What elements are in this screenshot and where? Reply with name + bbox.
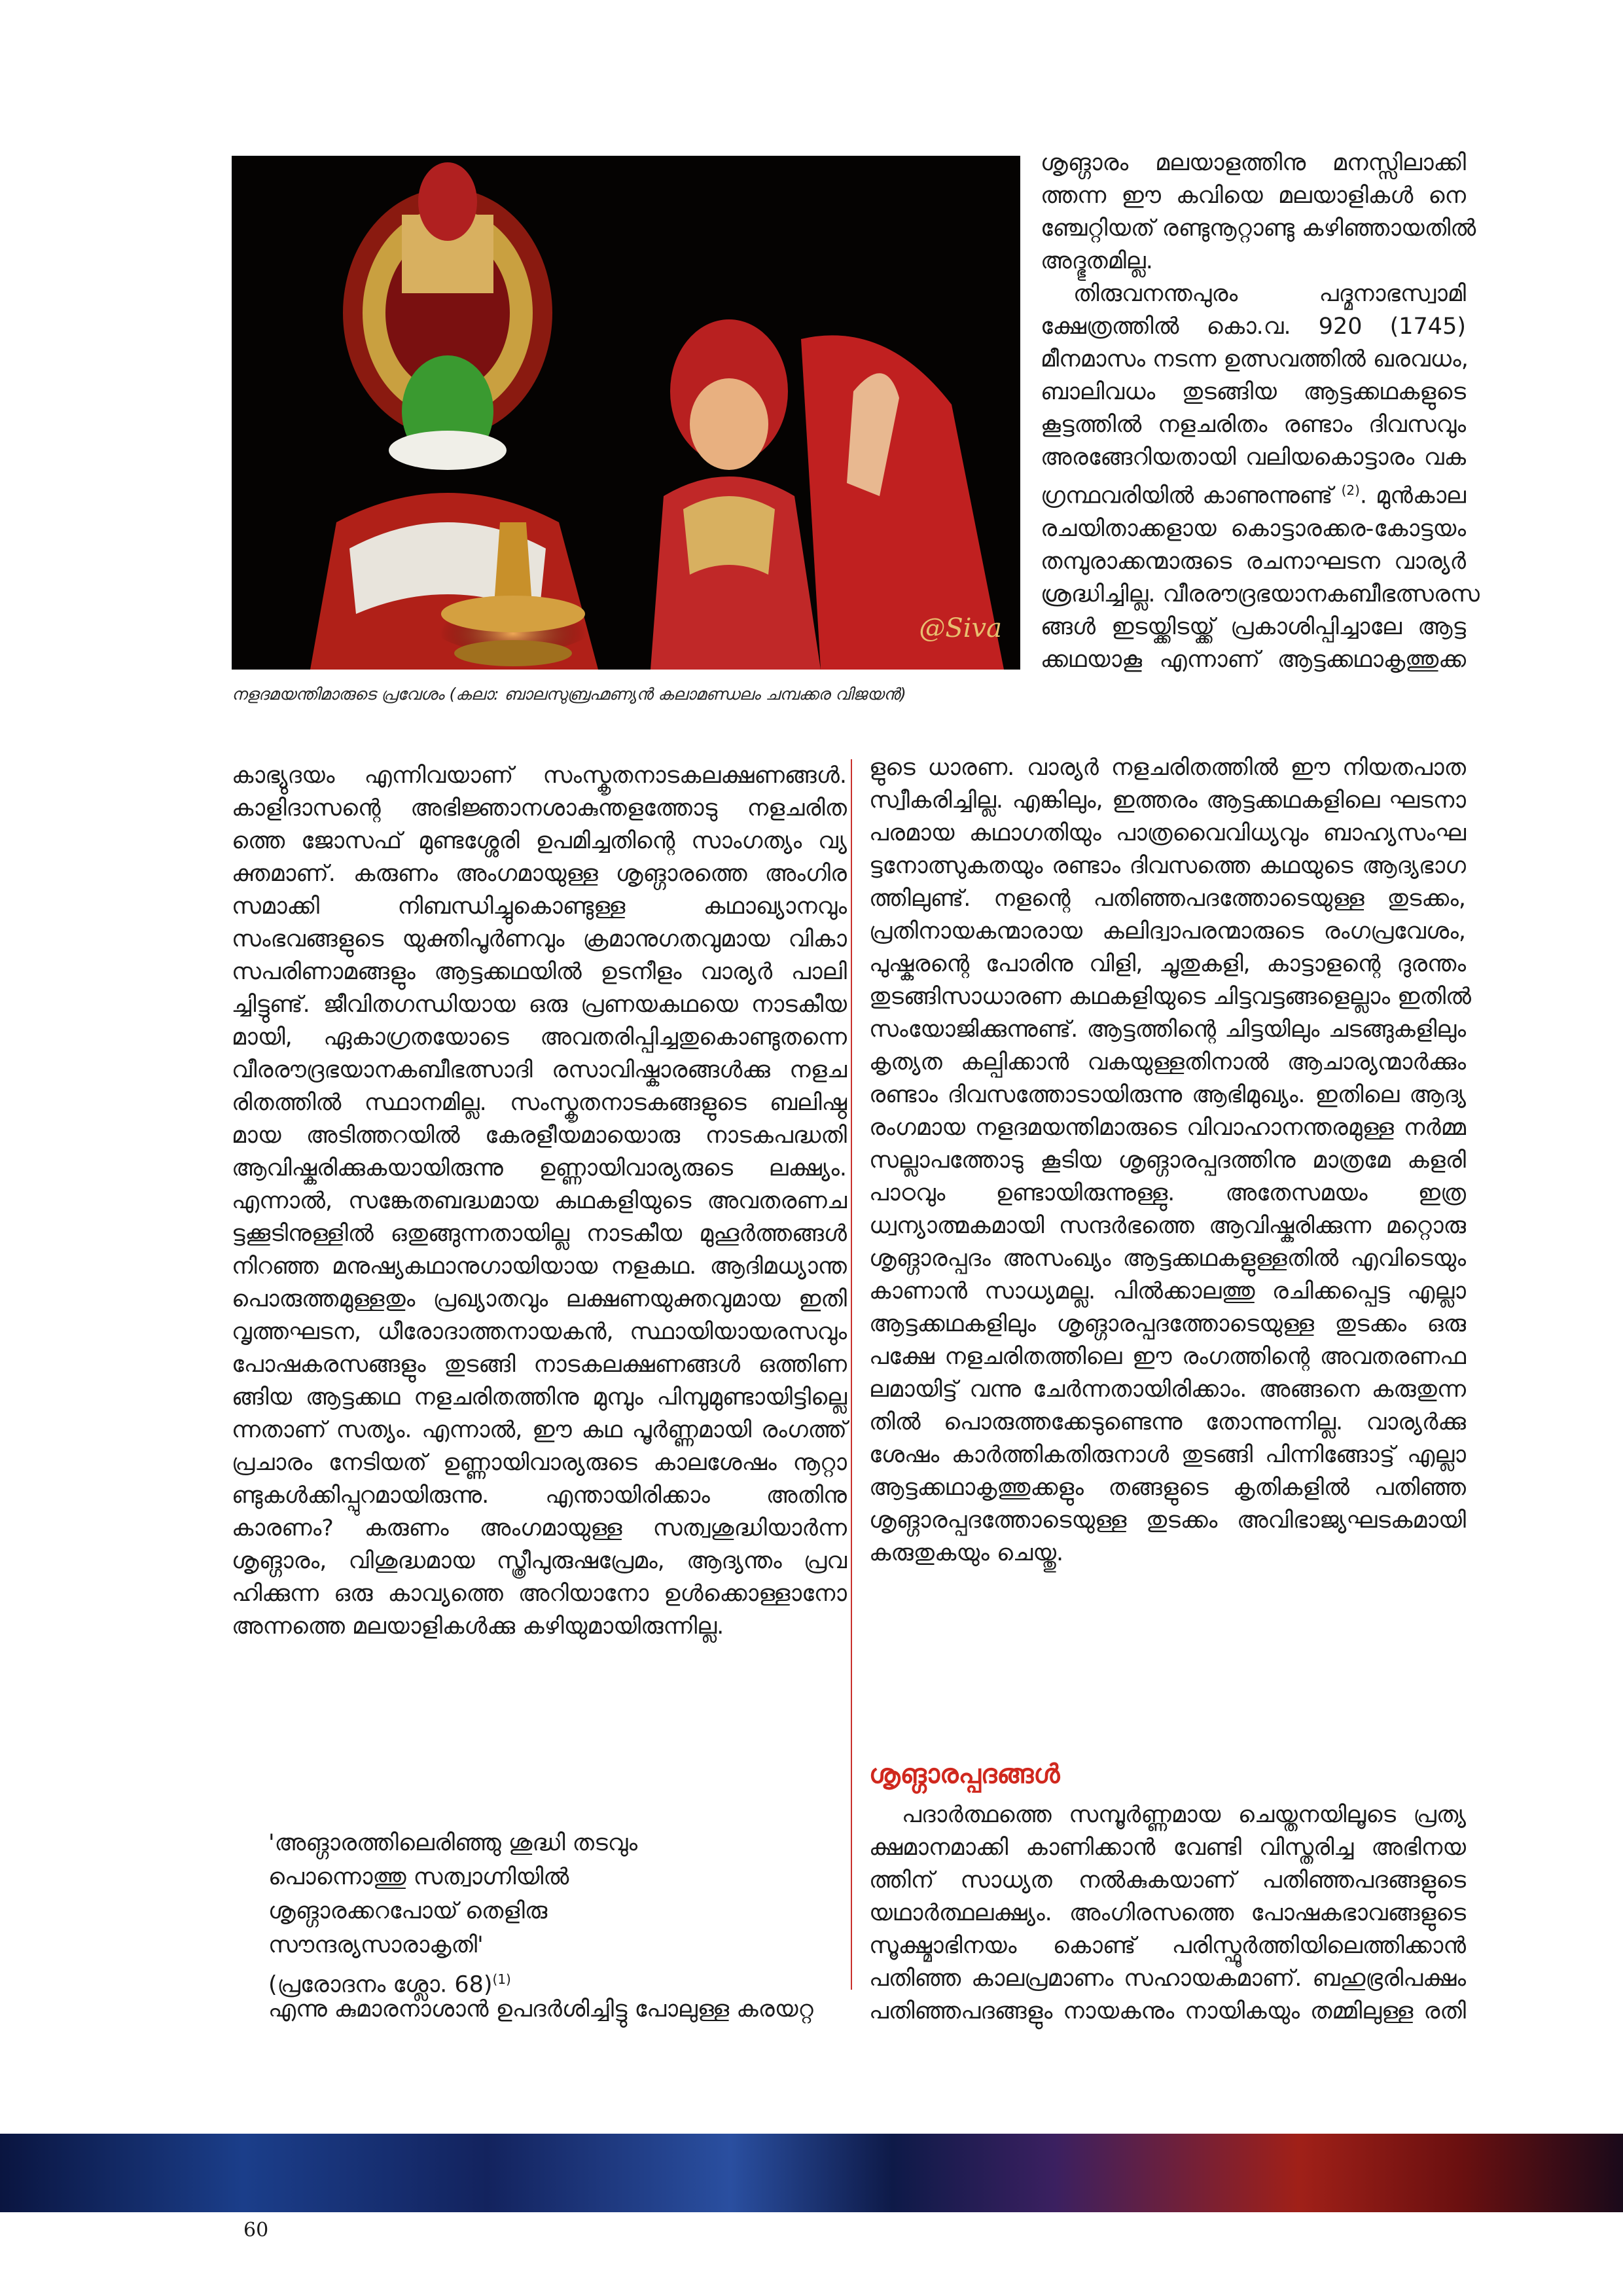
- text-line: കാഭ്യുദയം എന്നിവയാണ് സംസ്കൃതനാടകലക്ഷണങ്ങൾ.: [232, 762, 847, 789]
- footnote-marker: (1): [492, 1971, 511, 1987]
- text-line: ത്തിന് സാധ്യത നൽകുകയാണ് പതിഞ്ഞപദങ്ങളുടെ: [869, 1867, 1466, 1893]
- left-column: [232, 759, 847, 1643]
- text-line: കാളിദാസന്റെ അഭിജ്ഞാനശാകുന്തളത്തോടു നളചരിത: [232, 795, 847, 821]
- text-line: ശൃങ്ഗാരം മലയാളത്തിനു മനസ്സിലാക്കി: [1041, 150, 1466, 176]
- text-line: മായി, ഏകാഗ്രതയോടെ അവതരിപ്പിച്ചതുകൊണ്ടുതന്നെ: [232, 1024, 847, 1050]
- text-line: കരുതുകയും ചെയ്തു.: [869, 1540, 1064, 1566]
- text-line: ങ്ങൾ ഇടയ്ക്കിടയ്ക്ക് പ്രകാശിപ്പിച്ചാലേ ആട്ട: [1041, 613, 1466, 640]
- text-line: ത്തെ ജോസഫ് മുണ്ടശ്ശേരി ഉപമിച്ചതിന്റെ സാംഗത്യം വ്യ: [232, 828, 847, 854]
- text-line: കാണാൻ സാധ്യമല്ല. പിൽക്കാലത്തു രചിക്കപ്പെട്ട എല്ലാ: [869, 1278, 1466, 1304]
- text-line: ക്ഷേത്രത്തിൽ കൊ.വ. 920 (1745): [1041, 314, 1466, 340]
- text-line: ച്ചിട്ടുണ്ട്. ജീവിതഗന്ധിയായ ഒരു പ്രണയകഥയെ നാടകീയ: [232, 992, 847, 1018]
- text-line: ക്ഷമാനമാക്കി കാണിക്കാൻ വേണ്ടി വിസ്തരിച്ച അഭിനയ: [869, 1835, 1466, 1861]
- text-line: രിതത്തിൽ സ്ഥാനമില്ല. സംസ്കൃതനാടകങ്ങളുടെ ബലിഷ്ഠ: [232, 1090, 847, 1116]
- text-fragment: ഗ്രന്ഥവരിയിൽ കാണുന്നുണ്ട്: [1041, 482, 1333, 509]
- text-line: സമാക്കി നിബന്ധിച്ചുകൊണ്ടുള്ള കഥാഖ്യാനവും: [232, 893, 847, 920]
- text-line: ശേഷം കാർത്തികതിരുനാൾ തുടങ്ങി പിന്നിങ്ങോട്ട് എല്ലാ: [869, 1442, 1466, 1468]
- text-line: അരങ്ങേറിയതായി വലിയകൊട്ടാരം വക: [1041, 444, 1466, 471]
- text-line: ആവിഷ്കരിക്കുകയായിരുന്നു ഉണ്ണായിവാര്യരുടെ ലക്ഷ്യം.: [232, 1155, 847, 1181]
- column-divider: [851, 759, 852, 1990]
- text-line: എന്നു കുമാരനാശാൻ ഉപദർശിച്ചിട്ടു പോലുള്ള കരയറ്റ: [268, 1996, 813, 2022]
- text-line: ശൃങ്ഗാരപ്പദം അസംഖ്യം ആട്ടക്കഥകളുള്ളതിൽ എവിടെയും: [869, 1246, 1466, 1272]
- text-line: ന്നതാണ് സത്യം. എന്നാൽ, ഈ കഥ പൂർണ്ണമായി രംഗത്ത്: [232, 1417, 847, 1443]
- text-line: മായ അടിത്തറയിൽ കേരളീയമായൊരു നാടകപദ്ധതി: [232, 1122, 847, 1149]
- text-line: എന്നാൽ, സങ്കേതബദ്ധമായ കഥകളിയുടെ അവതരണച: [232, 1188, 847, 1214]
- page-number: 60: [243, 2219, 269, 2242]
- text-line: നിറഞ്ഞ മനുഷ്യകഥാനുഗായിയായ നളകഥ. ആദിമധ്യാന്ത: [232, 1253, 847, 1280]
- text-line: ശ്രദ്ധിച്ചില്ല. വീരരൗദ്രഭയാനകബീഭത്സരസ: [1041, 581, 1480, 607]
- poem-quote: [268, 1826, 637, 2002]
- text-line: യഥാർത്ഥലക്ഷ്യം. അംഗിരസത്തെ പോഷകഭാവങ്ങളുടെ: [869, 1900, 1466, 1926]
- text-line: രംഗമായ നളദമയന്തിമാരുടെ വിവാഹാനന്തരമുള്ള നർമ്മ: [869, 1115, 1466, 1141]
- text-line: സ്വീകരിച്ചില്ല. എങ്കിലും, ഇത്തരം ആട്ടക്കഥകളിലെ ഘടനാ: [869, 787, 1466, 814]
- citation-text: (പ്രരോദനം ശ്ലോ. 68): [268, 1971, 493, 1998]
- text-line: പതിഞ്ഞപദങ്ങളും നായകനും നായികയും തമ്മിലുള്ള രതി: [869, 1998, 1466, 2024]
- text-line: ളുടെ ധാരണ. വാര്യർ നളചരിതത്തിൽ ഈ നിയതപാത: [869, 755, 1466, 781]
- text-line: തിൽ പൊരുത്തക്കേടുണ്ടെന്നു തോന്നുന്നില്ല. വാര്യർക്കു: [869, 1409, 1466, 1435]
- footnote-marker: (2): [1341, 482, 1360, 498]
- kathakali-photo: [232, 156, 1020, 670]
- text-line: പ്രതിനായകന്മാരായ കലിദ്വാപരന്മാരുടെ രംഗപ്രവേശം,: [869, 918, 1466, 944]
- text-line: മീനമാസം നടന്ന ഉത്സവത്തിൽ ഖരവധം,: [1041, 346, 1469, 372]
- text-line: വൃത്തഘടന, ധീരോദാത്തനായകൻ, സ്ഥായിയായരസവും: [232, 1319, 847, 1345]
- text-line: ട്ടനോത്സുകതയും രണ്ടാം ദിവസത്തെ കഥയുടെ ആദ്യഭാഗ: [869, 853, 1466, 879]
- text-line: ആട്ടക്കഥാകൃത്തുക്കളും തങ്ങളുടെ കൃതികളിൽ പതിഞ്ഞ: [869, 1475, 1466, 1501]
- footer-decorative-band: [0, 2134, 1623, 2212]
- text-line: സംയോജിക്കുന്നുണ്ട്. ആട്ടത്തിന്റെ ചിട്ടയിലും ചടങ്ങുകളിലും: [869, 1016, 1466, 1043]
- text-line: ത്തന്ന ഈ കവിയെ മലയാളികൾ നെ: [1041, 183, 1466, 209]
- poem-line: 'അങ്ഗാരത്തിലെരിഞ്ഞു ശുദ്ധി തടവും: [268, 1830, 638, 1856]
- right-column: [869, 751, 1472, 1570]
- text-line: ണ്ടുകൾക്കിപ്പുറമായിരുന്നു. എന്തായിരിക്കാം അതിനു: [232, 1482, 847, 1509]
- section-body: [869, 1799, 1466, 2028]
- text-line: കൃത്യത കല്പിക്കാൻ വകയുള്ളതിനാൽ ആചാര്യന്മാർക്കും: [869, 1049, 1466, 1075]
- photo-watermark: @Siva: [919, 613, 1002, 643]
- text-line-with-footnote: [1041, 474, 1466, 512]
- text-line: തമ്പുരാക്കന്മാരുടെ രചനാഘടന വാര്യർ: [1041, 548, 1466, 575]
- text-line: ധ്വന്യാത്മകമായി സന്ദർഭത്തെ ആവിഷ്കരിക്കുന്ന മറ്റൊരു: [869, 1213, 1466, 1239]
- text-line: സപരിണാമങ്ങളും ആട്ടക്കഥയിൽ ഉടനീളം വാര്യർ പാലി: [232, 959, 847, 985]
- text-line: പൊരുത്തമുള്ളതും പ്രഖ്യാതവും ലക്ഷണയുക്തവുമായ ഇതി: [232, 1286, 847, 1312]
- poem-line: ശൃങ്ഗാരക്കറപോയ് തെളിരു: [268, 1898, 548, 1924]
- text-line: ക്കഥയാകൂ എന്നാണ് ആട്ടക്കഥാകൃത്തുക്ക: [1041, 646, 1466, 673]
- kathakali-performers-illustration: [232, 156, 1020, 670]
- text-line: ശൃങ്ഗാരപ്പദത്തോടെയുള്ള തുടക്കം അവിഭാജ്യഘടകമായി: [869, 1507, 1466, 1534]
- text-line: വീരരൗദ്രഭയാനകബീഭത്സാദി രസാവിഷ്കാരങ്ങൾക്കു നളച: [232, 1057, 847, 1083]
- poem-line: സൗന്ദര്യസാരാകൃതി': [268, 1932, 484, 1958]
- poem-line: പൊന്നൊത്തു സത്വാഗ്നിയിൽ: [268, 1864, 569, 1890]
- text-line: പരമായ കഥാഗതിയും പാത്രവൈവിധ്യവും ബാഹ്യസംഘ: [869, 820, 1466, 846]
- text-line: കൂട്ടത്തിൽ നളചരിതം രണ്ടാം ദിവസവും: [1041, 412, 1466, 438]
- text-line: പക്ഷേ നളചരിതത്തിലെ ഈ രംഗത്തിന്റെ അവതരണഫ: [869, 1344, 1466, 1370]
- text-line: തുടങ്ങിസാധാരണ കഥകളിയുടെ ചിട്ടവട്ടങ്ങളെല്ലാം ഇതിൽ: [869, 984, 1472, 1010]
- text-line: സംഭവങ്ങളുടെ യുക്തിപൂർണവും ക്രമാനുഗതവുമായ വികാ: [232, 926, 847, 952]
- text-line: ലമായിട്ട് വന്നു ചേർന്നതായിരിക്കാം. അങ്ങനെ കരുതുന്ന: [869, 1376, 1466, 1403]
- text-line: പതിഞ്ഞ കാലപ്രമാണം സഹായകമാണ്. ബഹുഭ്രരിപക്ഷം: [869, 1965, 1466, 1992]
- top-right-column: [1041, 147, 1480, 676]
- text-line: സല്ലാപത്തോടു കൂടിയ ശൃങ്ഗാരപ്പദത്തിനു മാത്രമേ കളരി: [869, 1147, 1466, 1174]
- text-line: പുഷ്കരന്റെ പോരിനു വിളി, ചൂതുകളി, കാട്ടാളന്റെ ദുരന്തം: [869, 951, 1466, 977]
- text-line: ത്തിലുണ്ട്. നളന്റെ പതിഞ്ഞപദത്തോടെയുള്ള തുടക്കം,: [869, 886, 1466, 912]
- section-heading: ശൃങ്ഗാരപ്പദങ്ങൾ: [869, 1759, 1060, 1789]
- text-fragment: . മുൻകാല: [1359, 482, 1466, 509]
- text-line: ട്ടക്കൂടിനുള്ളിൽ ഒതുങ്ങുന്നതായില്ല നാടകീയ മുഹൂർത്തങ്ങൾ: [232, 1221, 847, 1247]
- text-line: പദാർത്ഥത്തെ സമ്പൂർണ്ണമായ ചെയ്തനയിലൂടെ പ്രത്യ: [902, 1802, 1466, 1828]
- text-line: രണ്ടാം ദിവസത്തോടായിരുന്നു ആഭിമുഖ്യം. ഇതിലെ ആദ്യ: [869, 1082, 1466, 1108]
- text-line: പ്രചാരം നേടിയത് ഉണ്ണായിവാര്യരുടെ കാലശേഷം നൂറ്റാ: [232, 1450, 847, 1476]
- text-line: രചയിതാക്കളായ കൊട്ടാരക്കര-കോട്ടയം: [1041, 515, 1466, 542]
- text-line: ങ്ങിയ ആട്ടക്കഥ നളചരിതത്തിനു മുമ്പും പിമ്പുമുണ്ടായിട്ടില്ലെ: [232, 1384, 847, 1410]
- text-line: ഹിക്കുന്ന ഒരു കാവ്യത്തെ അറിയാനോ ഉൾക്കൊള്ളാനോ: [232, 1581, 847, 1607]
- text-line: തിരുവനന്തപുരം പദ്മനാഭസ്വാമി: [1073, 281, 1466, 307]
- text-line: അദ്ഭുതമില്ല.: [1041, 248, 1153, 274]
- text-line: കാരണം? കരുണം അംഗമായുള്ള സത്വശുദ്ധിയാർന്ന: [232, 1515, 847, 1541]
- text-line: ശൃങ്ഗാരം, വിശുദ്ധമായ സ്ത്രീപുരുഷപ്രേമം, ആദ്യന്തം പ്രവ: [232, 1548, 847, 1574]
- text-line: പാഠവും ഉണ്ടായിരുന്നുള്ളു. അതേസമയം ഇത്ര: [869, 1180, 1466, 1206]
- text-line: പോഷകരസങ്ങളും തുടങ്ങി നാടകലക്ഷണങ്ങൾ ഒത്തിണ: [232, 1352, 847, 1378]
- text-line: സൂക്ഷ്മാഭിനയം കൊണ്ട് പരിസ്ഫൂർത്തിയിലെത്തിക്കാൻ: [869, 1933, 1466, 1959]
- photo-caption: നളദമയന്തിമാരുടെ പ്രവേശം (കലാ: ബാലസുബ്രഹ്മണ്യൻ കലാമണ്ഡലം ചമ്പക്കര വിജയൻ): [232, 685, 906, 704]
- text-line: അന്നത്തെ മലയാളികൾക്കു കഴിയുമായിരുന്നില്ല.: [232, 1613, 724, 1640]
- text-line: ഞ്ചേറ്റിയത് രണ്ടുനൂറ്റാണ്ടു കഴിഞ്ഞായതിൽ: [1041, 215, 1476, 242]
- text-line: ബാലിവധം തുടങ്ങിയ ആട്ടക്കഥകളുടെ: [1041, 379, 1466, 405]
- text-line: ക്തമാണ്. കരുണം അംഗമായുള്ള ശൃങ്ഗാരത്തെ അംഗിര: [232, 861, 847, 887]
- text-line: ആട്ടക്കഥകളിലും ശൃങ്ഗാരപ്പദത്തോടെയുള്ള തുടക്കം ഒരു: [869, 1311, 1466, 1337]
